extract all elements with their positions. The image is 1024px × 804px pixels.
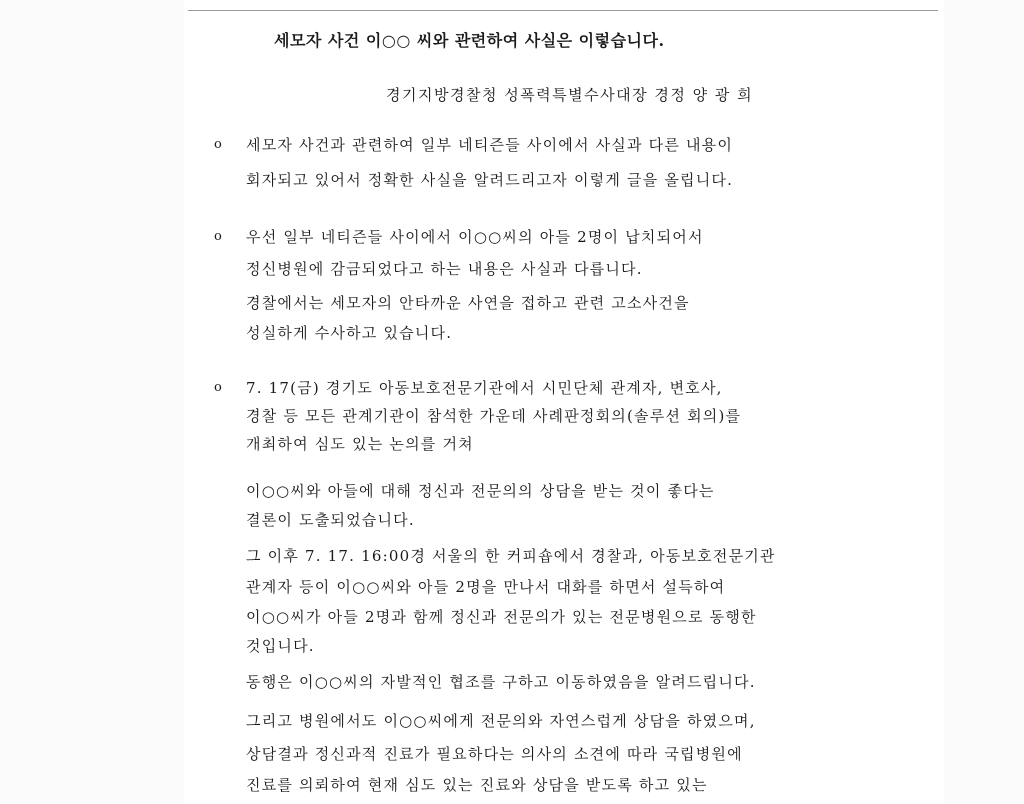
paragraph-line: 그 이후 7. 17. 16:00경 서울의 한 커피숍에서 경찰과, 아동보호전문기관 — [246, 547, 776, 565]
paragraph-line: 우선 일부 네티즌들 사이에서 이○○씨의 아들 2명이 납치되어서 — [246, 228, 704, 246]
paragraph-line: 것입니다. — [246, 637, 315, 655]
bullet-mark: o — [214, 137, 222, 152]
author-line: 경기지방경찰청 성폭력특별수사대장 경정 양 광 희 — [386, 86, 754, 104]
paragraph-line: 7. 17(금) 경기도 아동보호전문기관에서 시민단체 관계자, 변호사, — [246, 379, 723, 397]
bullet-mark: o — [214, 380, 222, 395]
paragraph-line: 정신병원에 감금되었다고 하는 내용은 사실과 다릅니다. — [246, 260, 643, 278]
paragraph-line: 이○○씨가 아들 2명과 함께 정신과 전문의가 있는 전문병원으로 동행한 — [246, 608, 757, 626]
paragraph-line: 경찰에서는 세모자의 안타까운 사연을 접하고 관련 고소사건을 — [246, 294, 690, 312]
paragraph-line: 진료를 의뢰하여 현재 심도 있는 진료와 상담을 받도록 하고 있는 — [246, 776, 708, 794]
paragraph-line: 회자되고 있어서 정확한 사실을 알려드리고자 이렇게 글을 올립니다. — [246, 171, 734, 189]
paragraph-line: 동행은 이○○씨의 자발적인 협조를 구하고 이동하였음을 알려드립니다. — [246, 673, 756, 691]
paragraph-line: 관계자 등이 이○○씨와 아들 2명을 만나서 대화를 하면서 설득하여 — [246, 578, 726, 596]
bullet-mark: o — [214, 229, 222, 244]
paragraph-line: 세모자 사건과 관련하여 일부 네티즌들 사이에서 사실과 다른 내용이 — [246, 136, 734, 154]
paragraph-line: 결론이 도출되었습니다. — [246, 511, 415, 529]
document-title: 세모자 사건 이○○ 씨와 관련하여 사실은 이렇습니다. — [274, 31, 665, 50]
paragraph-line: 경찰 등 모든 관계기관이 참석한 가운데 사례판정회의(솔루션 회의)를 — [246, 407, 742, 425]
paragraph-line: 상담결과 정신과적 진료가 필요하다는 의사의 소견에 따라 국립병원에 — [246, 745, 743, 763]
top-rule — [188, 10, 938, 11]
paragraph-line: 개최하여 심도 있는 논의를 거쳐 — [246, 435, 474, 453]
paragraph-line: 성실하게 수사하고 있습니다. — [246, 324, 453, 342]
paragraph-line: 이○○씨와 아들에 대해 정신과 전문의의 상담을 받는 것이 좋다는 — [246, 482, 715, 500]
paragraph-line: 그리고 병원에서도 이○○씨에게 전문의와 자연스럽게 상담을 하였으며, — [246, 712, 756, 730]
document-page — [184, 0, 944, 804]
